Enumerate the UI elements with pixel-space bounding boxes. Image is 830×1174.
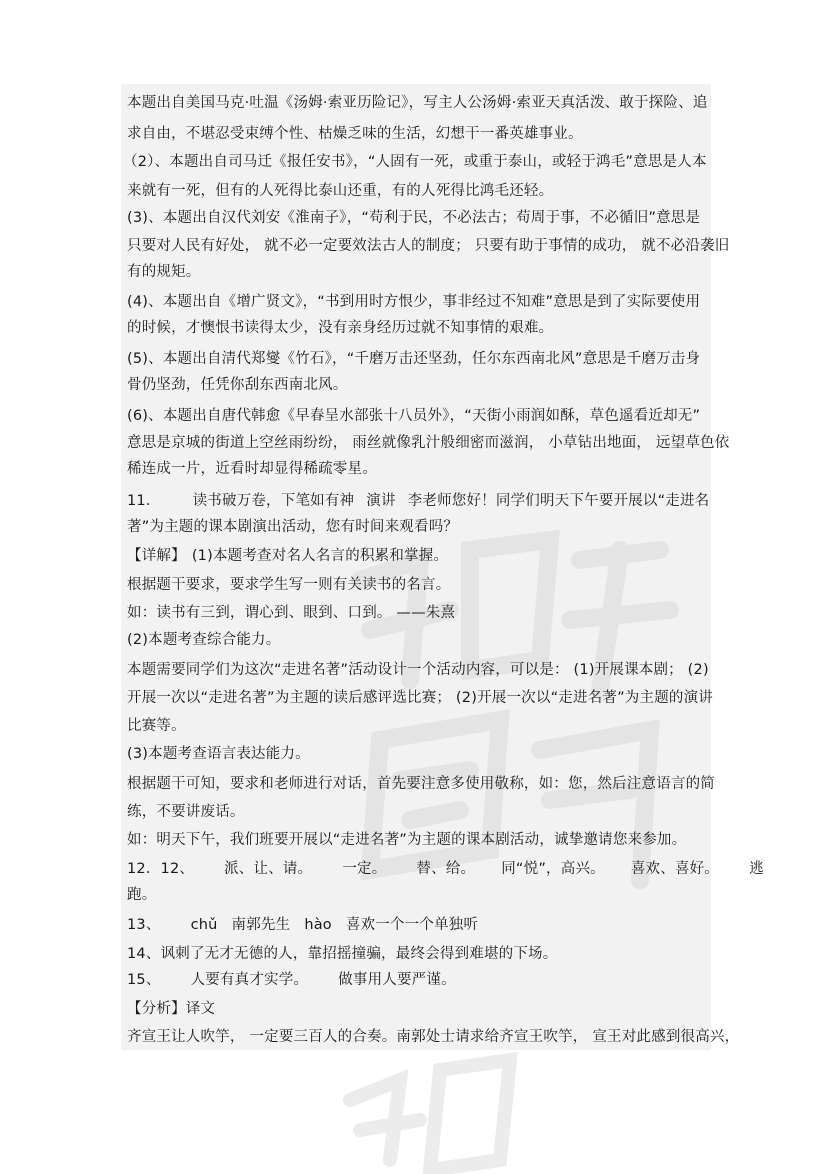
answer-text: hào (304, 917, 332, 933)
text-line: 只要对人民有好处， 就不必一定要效法古人的制度； 只要有助于事情的成功， 就不必沿袭旧 (127, 238, 730, 254)
text-line: (3)、本题出自汉代刘安《淮南子》，“苟利于民，不必法古；苟周于事，不必循旧”意思是 (127, 210, 701, 226)
text-line: 练，不要讲废话。 (127, 804, 245, 820)
answer-text: 替、给。 (416, 861, 476, 877)
text-line: 如：明天下午，我们班要开展以“走进名著”为主题的课本剧活动，诚挚邀请您来参加。 (127, 832, 687, 848)
answer-text: 喜欢、喜好。 (630, 861, 720, 877)
text-line: 根据题干要求，要求学生写一则有关读书的名言。 (127, 577, 451, 593)
text-line: 开展一次以“走进名著”为主题的读后感评选比赛； (2)开展一次以“走进名著”为主题的演讲 (127, 690, 713, 706)
question-number: 12．12、 (127, 861, 195, 877)
text-line: 齐宣王让人吹竽， 一定要三百人的合奏。南郭处士请求给齐宣王吹竽， 宣王对此感到很高兴， (127, 1029, 740, 1045)
content-background (121, 84, 711, 1050)
text-line: 比赛等。 (127, 718, 186, 734)
text-line: (3)本题考查语言表达能力。 (127, 746, 310, 762)
text-line: (5)、本题出自清代郑燮《竹石》，“千磨万击还坚劲，任尔东西南北风”意思是千磨万击身 (127, 351, 701, 367)
answer-text: 派、让、请。 (224, 861, 313, 877)
text-line: 著”为主题的课本剧演出活动，您有时间来观看吗？ (127, 519, 459, 535)
section-label: 【分析】 (127, 1001, 186, 1017)
section-label: 【详解】 (127, 548, 186, 564)
text-line: 有的规矩。 (127, 264, 201, 280)
text-line: 来就有一死，但有的人死得比泰山还重，有的人死得比鸿毛还轻。 (127, 183, 554, 199)
detail-text: (1)本题考查对名人名言的积累和掌握。 (191, 548, 449, 564)
text-line: 的时候，才懊恨书读得太少，没有亲身经历过就不知事情的艰难。 (127, 320, 554, 336)
answer-text: 逃 (749, 861, 764, 877)
answer-15-line (127, 970, 456, 990)
answer-text: chǔ (190, 917, 218, 933)
answer-text: 做事用人要严谨。 (338, 972, 456, 988)
text-line: 根据题干可知，要求和老师进行对话，首先要注意多使用敬称，如：您，然后注意语言的简 (127, 776, 715, 792)
text-line: 求自由，不堪忍受束缚个性、枯燥乏味的生活，幻想干一番英雄事业。 (127, 126, 583, 142)
text-line: 如：读书有三到，谓心到、眼到、口到。 ——朱熹 (127, 605, 456, 621)
analysis-title: 译文 (185, 1001, 216, 1017)
answer-text: 演讲 (366, 493, 396, 509)
question-number: 15、 (127, 972, 161, 988)
text-line: 跑。 (127, 887, 157, 903)
answer-text: 一定。 (342, 861, 387, 877)
answer-11-line (127, 491, 709, 511)
text-line: 意思是京城的街道上空丝雨纷纷， 雨丝就像乳汁般细密而滋润， 小草钻出地面， 远望草色依 (127, 435, 730, 451)
text-line: 本题需要同学们为这次“走进名著”活动设计一个活动内容，可以是： (1)开展课本剧； (2) (127, 662, 709, 678)
answer-13-line (127, 915, 478, 935)
answer-text: 南郭先生 (231, 917, 291, 933)
answer-text: 读书破万卷，下笔如有神 (192, 493, 355, 509)
answer-text: 喜欢一个一个单独听 (345, 917, 479, 933)
question-number: 13、 (127, 917, 161, 933)
text-line: (6)、本题出自唐代韩愈《早春呈水部张十八员外》，“天街小雨润如酥，草色遥看近却无” (127, 408, 701, 424)
text-line: 本题出自美国马克·吐温《汤姆·索亚历险记》，写主人公汤姆·索亚天真活泼、敢于探险、追 (127, 95, 708, 111)
text-line: （2）、本题出自司马迁《报任安书》，“人固有一死，或重于泰山，或轻于鸿毛”意思是人本 (123, 154, 707, 170)
question-number: 11． (127, 493, 161, 509)
answer-12-line (127, 859, 764, 879)
text-line: (4)、本题出自《增广贤文》，“书到用时方恨少，事非经过不知难”意思是到了实际要使用 (127, 294, 701, 310)
text-line: 14、讽刺了无才无德的人，靠招摇撞骗，最终会得到难堪的下场。 (127, 946, 558, 962)
watermark-logo-bottom (330, 1040, 530, 1174)
analysis-line (127, 999, 215, 1019)
detail-line (127, 546, 448, 566)
text-line: (2)本题考查综合能力。 (127, 632, 281, 648)
answer-text: 人要有真才实学。 (190, 972, 309, 988)
answer-text: 李老师您好！同学们明天下午要开展以“走进名 (407, 493, 710, 509)
text-line: 稀连成一片，近看时却显得稀疏零星。 (127, 461, 377, 477)
answer-text: 同“悦”，高兴。 (501, 861, 605, 877)
text-line: 骨仍坚劲，任凭你刮东西南北风。 (127, 377, 348, 393)
